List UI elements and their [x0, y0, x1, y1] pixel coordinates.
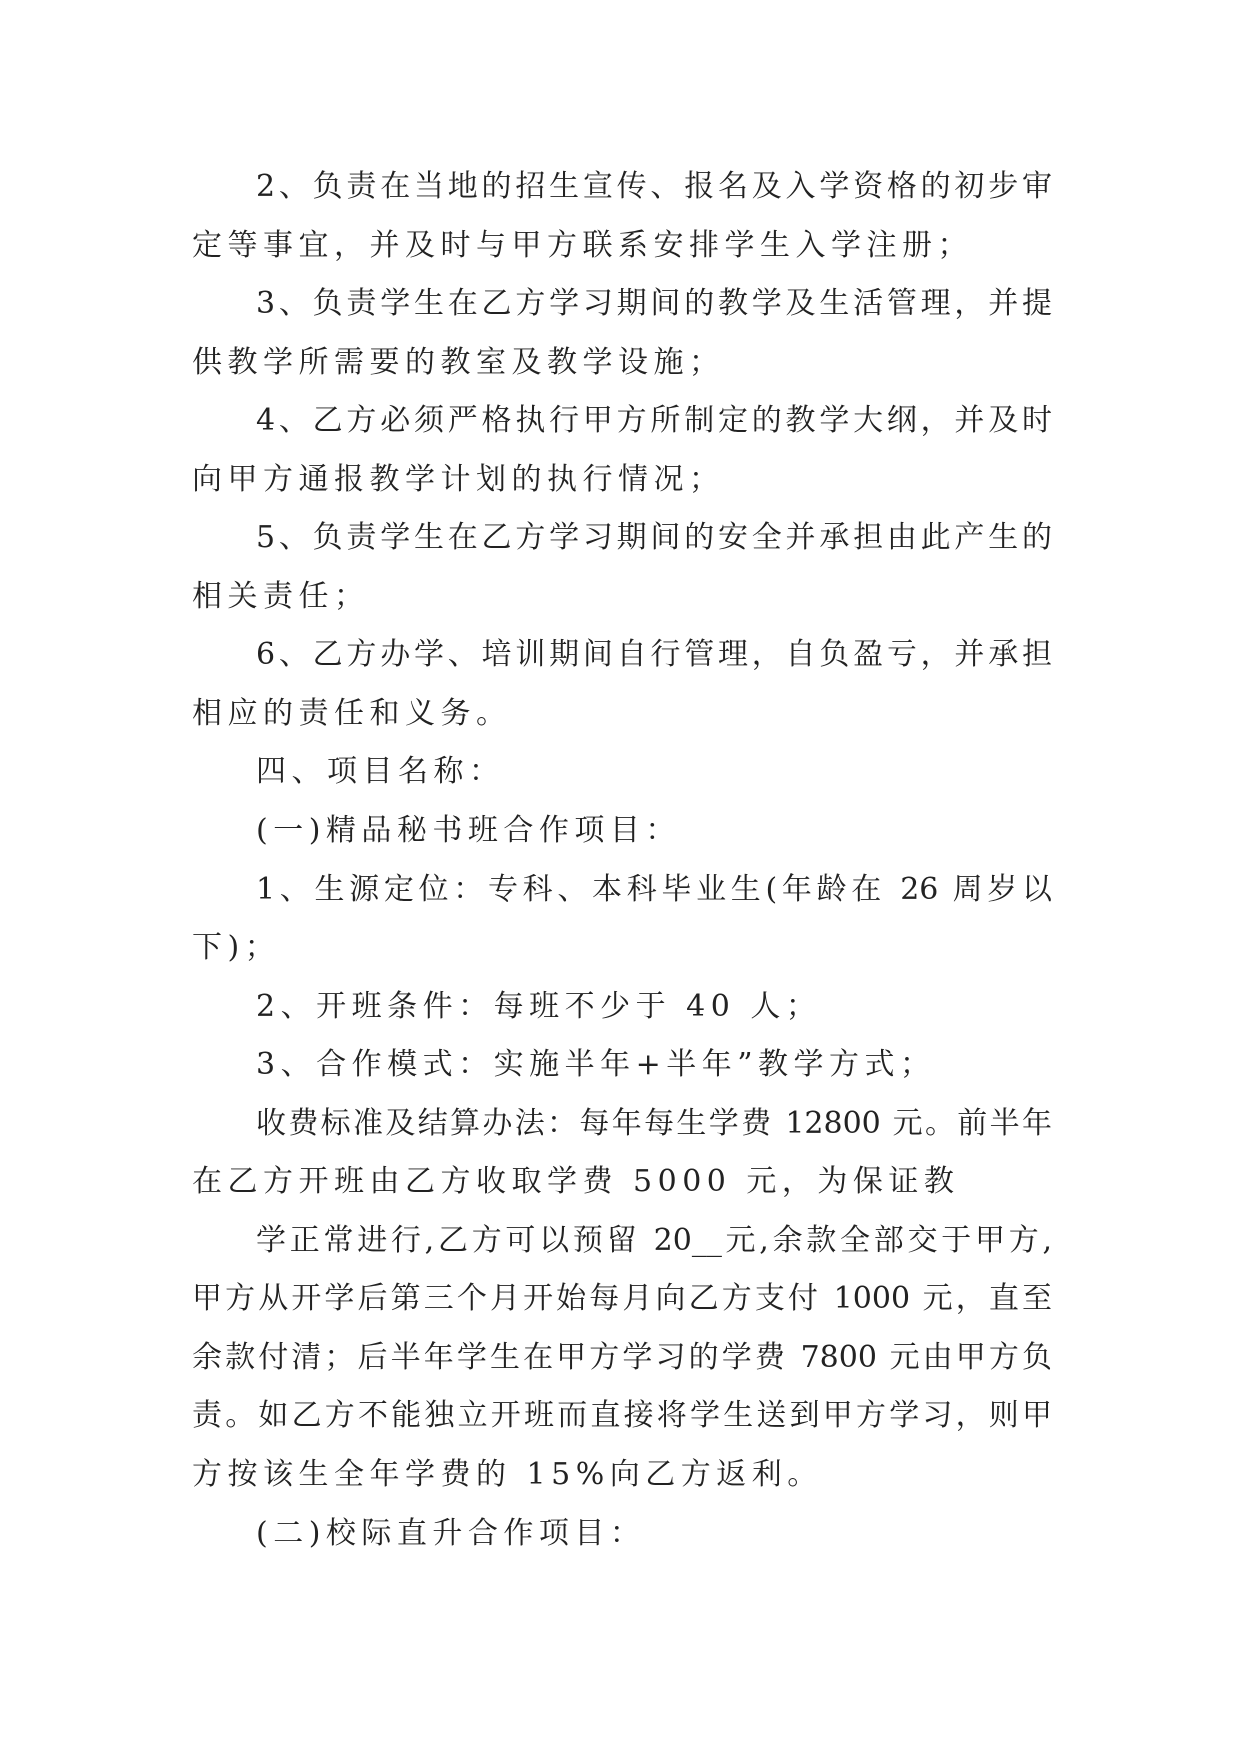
paragraph-line: 余款付清；后半年学生在甲方学习的学费 7800 元由甲方负 [192, 1340, 1052, 1375]
paragraph-line: 甲方从开学后第三个月开始每月向乙方支付 1000 元，直至 [192, 1281, 1052, 1316]
subsection-heading: (二)校际直升合作项目： [256, 1516, 646, 1551]
paragraph-line: 方按该生全年学费的 15%向乙方返利。 [192, 1457, 823, 1492]
subsection-heading: (一)精品秘书班合作项目： [256, 813, 681, 848]
paragraph-line: 向甲方通报教学计划的执行情况； [192, 462, 725, 497]
paragraph-line: 责。如乙方不能独立开班而直接将学生送到甲方学习，则甲 [192, 1398, 1052, 1433]
paragraph-line: 收费标准及结算办法：每年每生学费 12800 元。前半年 [256, 1106, 1052, 1141]
paragraph-line: 1、生源定位：专科、本科毕业生(年龄在 26 周岁以 [256, 872, 1052, 907]
section-heading: 四、项目名称： [256, 754, 505, 789]
paragraph-line: 6、乙方办学、培训期间自行管理，自负盈亏，并承担 [256, 637, 1052, 672]
paragraph-line: 3、合作模式：实施半年+半年”教学方式； [256, 1047, 936, 1082]
paragraph-line: 2、负责在当地的招生宣传、报名及入学资格的初步审 [256, 169, 1052, 204]
paragraph-line: 相关责任； [192, 579, 370, 614]
paragraph-line: 4、乙方必须严格执行甲方所制定的教学大纲，并及时 [256, 403, 1052, 438]
paragraph-line: 3、负责学生在乙方学习期间的教学及生活管理，并提 [256, 286, 1052, 321]
paragraph-line: 5、负责学生在乙方学习期间的安全并承担由此产生的 [256, 520, 1052, 555]
paragraph-line: 下)； [192, 930, 281, 965]
paragraph-line: 2、开班条件：每班不少于 40 人； [256, 989, 822, 1024]
paragraph-line: 学正常进行,乙方可以预留 20__元,余款全部交于甲方, [256, 1223, 1052, 1258]
paragraph-line: 定等事宜，并及时与甲方联系安排学生入学注册； [192, 228, 973, 263]
paragraph-line: 供教学所需要的教室及教学设施； [192, 345, 725, 380]
paragraph-line: 相应的责任和义务。 [192, 696, 512, 731]
paragraph-line: 在乙方开班由乙方收取学费 5000 元，为保证教 [192, 1164, 960, 1199]
